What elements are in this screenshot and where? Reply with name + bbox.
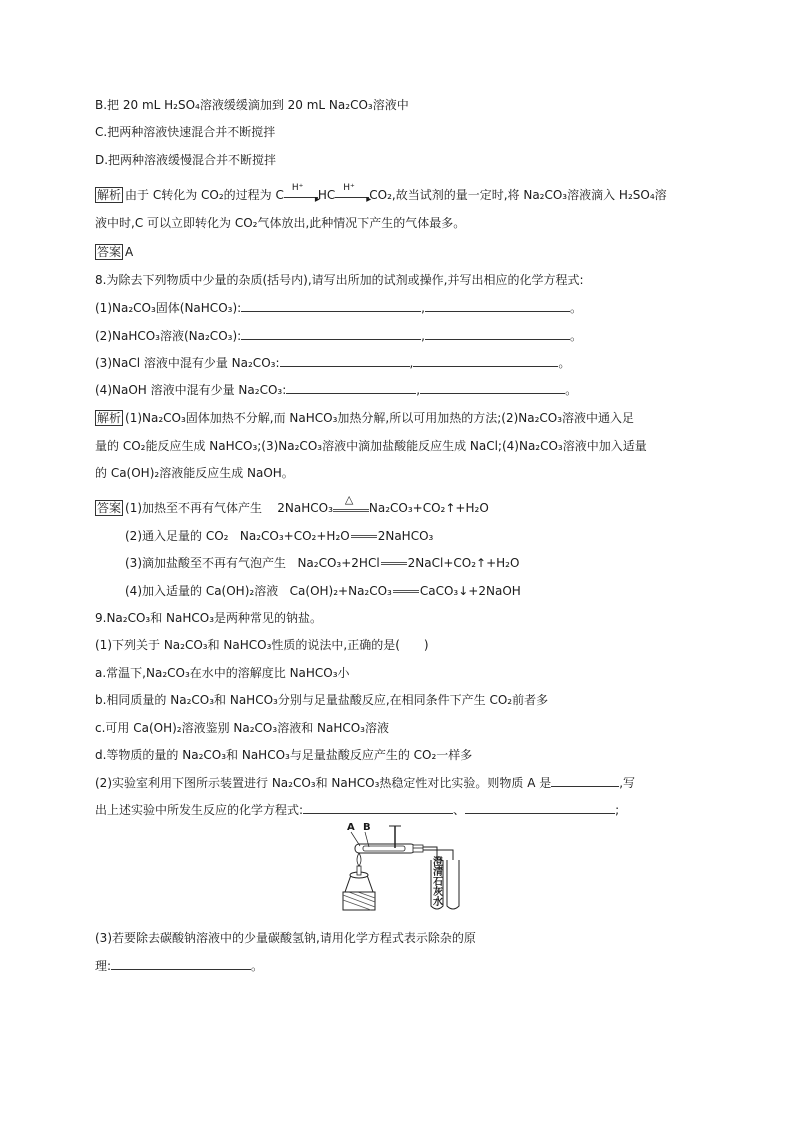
analysis-tag: 解析 (97, 411, 122, 425)
item-label: (3)NaCl 溶液中混有少量 Na₂CO₃: (95, 356, 280, 370)
answer-text: (2)通入足量的 CO₂ (125, 529, 229, 543)
label-char: 清 (433, 867, 443, 878)
equation-lhs: Na₂CO₃+2HCl (297, 556, 380, 570)
question-text: 出上述实验中所发生反应的化学方程式: (95, 803, 304, 817)
equals-sign (393, 590, 419, 593)
question-text: 理: (95, 959, 112, 973)
arrow-label: H⁺ (343, 183, 355, 193)
question-text: (2)实验室利用下图所示装置进行 Na₂CO₃和 NaHCO₃热稳定性对比实验。则物质 A 是 (95, 776, 552, 790)
q8-answer-2 (125, 528, 433, 544)
label-char: 澄 (433, 857, 443, 868)
separator: , (421, 301, 425, 315)
limewater-label (429, 858, 447, 908)
answer-blank[interactable] (425, 300, 570, 312)
apparatus-figure (333, 820, 473, 915)
answer-blank[interactable] (551, 775, 619, 787)
item-label: (2)NaHCO₃溶液(Na₂CO₃): (95, 329, 242, 343)
separator: 、 (453, 803, 466, 817)
apparatus-drawing (333, 820, 473, 915)
q8-analysis (95, 410, 634, 426)
answer-text: (1)加热至不再有气体产生 (125, 501, 263, 515)
period: 。 (251, 959, 264, 973)
q9-sub1: (1)下列关于 Na₂CO₃和 NaHCO₃性质的说法中,正确的是( ) (95, 638, 429, 652)
equation-rhs: 2NaHCO₃ (377, 529, 434, 543)
period: 。 (570, 301, 583, 315)
equation-rhs: CaCO₃↓+2NaOH (419, 584, 521, 598)
equation-rhs: Na₂CO₃+CO₂↑+H₂O (368, 501, 489, 515)
equation-rhs: 2NaCl+CO₂↑+H₂O (407, 556, 520, 570)
separator: , (421, 329, 425, 343)
period: 。 (565, 383, 578, 397)
q8-stem: 8.为除去下列物质中少量的杂质(括号内),请写出所加的试剂或操作,并写出相应的化学方程式: (95, 273, 584, 287)
analysis-tag: 解析 (97, 188, 122, 202)
reaction-arrow: H⁺ ▸ (335, 193, 369, 198)
label-char: 水 (433, 897, 443, 908)
equation-lhs: 2NaHCO₃ (277, 501, 333, 515)
heat-symbol: △ (344, 493, 354, 506)
answer-blank[interactable] (280, 355, 410, 367)
period: 。 (558, 356, 571, 370)
separator: ; (615, 803, 620, 817)
q9-option-a: a.常温下,Na₂CO₃在水中的溶解度比 NaHCO₃小 (95, 666, 350, 680)
arrow-label: H⁺ (291, 183, 304, 193)
q8-answer-1 (95, 493, 489, 516)
q8-answer-4 (125, 583, 521, 599)
item-label: (1)Na₂CO₃固体(NaHCO₃): (95, 301, 242, 315)
q7-option-c: C.把两种溶液快速混合并不断搅拌 (95, 125, 276, 139)
q8-answer-3 (125, 555, 519, 571)
label-a: A (347, 822, 355, 833)
item-label: (4)NaOH 溶液中混有少量 Na₂CO₃: (95, 383, 287, 397)
answer-text: (4)加入适量的 Ca(OH)₂溶液 (125, 584, 279, 598)
q8-analysis-line3: 的 Ca(OH)₂溶液能反应生成 NaOH。 (95, 466, 294, 480)
answer-blank[interactable] (286, 382, 416, 394)
q9-option-b: b.相同质量的 Na₂CO₃和 NaHCO₃分别与足量盐酸反应,在相同条件下产生 CO₂前者多 (95, 693, 549, 707)
q9-sub3-line2 (95, 958, 263, 974)
answer-blank[interactable] (420, 382, 565, 394)
q8-item-4 (95, 382, 577, 398)
label-char: 石 (433, 877, 443, 888)
q7-analysis (95, 183, 667, 205)
reaction-arrow: H⁺ ▸ (284, 193, 318, 198)
answer-value: A (125, 245, 134, 259)
q9-sub2-line1 (95, 775, 635, 791)
answer-tag: 答案 (97, 245, 122, 259)
equals-sign (351, 535, 377, 538)
q7-option-d: D.把两种溶液缓慢混合并不断搅拌 (95, 153, 277, 167)
q9-sub3-line1: (3)若要除去碳酸钠溶液中的少量碳酸氢钠,请用化学方程式表示除杂的原 (95, 931, 476, 945)
question-text: ,写 (619, 776, 636, 790)
heating-equals-sign (333, 493, 369, 512)
q9-stem: 9.Na₂CO₃和 NaHCO₃是两种常见的钠盐。 (95, 611, 323, 625)
separator: , (416, 383, 421, 397)
q9-option-d: d.等物质的量的 Na₂CO₃和 NaHCO₃与足量盐酸反应产生的 CO₂一样多 (95, 748, 473, 762)
answer-blank[interactable] (241, 328, 421, 340)
q8-item-1 (95, 300, 582, 316)
q9-option-c: c.可用 Ca(OH)₂溶液鉴别 Na₂CO₃溶液和 NaHCO₃溶液 (95, 721, 389, 735)
answer-blank[interactable] (425, 328, 570, 340)
q7-answer (95, 244, 133, 260)
answer-blank[interactable] (111, 958, 251, 970)
analysis-text-mid: HC (317, 188, 336, 202)
equation-lhs: Na₂CO₃+CO₂+H₂O (239, 529, 350, 543)
answer-tag: 答案 (97, 501, 122, 515)
answer-blank[interactable] (241, 300, 421, 312)
equals-sign (381, 562, 407, 565)
q9-sub2-line2 (95, 802, 619, 818)
q7-analysis-line2: 液中时,C 可以立即转化为 CO₂气体放出,此种情况下产生的气体最多。 (95, 216, 466, 230)
period: 。 (570, 329, 583, 343)
q8-item-3 (95, 355, 570, 371)
answer-blank[interactable] (303, 802, 453, 814)
q8-analysis-line2: 量的 CO₂能反应生成 NaHCO₃;(3)Na₂CO₃溶液中滴加盐酸能反应生成 NaCl;(4)Na₂CO₃溶液中加入适量 (95, 439, 647, 453)
q8-item-2 (95, 328, 582, 344)
answer-blank[interactable] (413, 355, 558, 367)
answer-text: (3)滴加盐酸至不再有气泡产生 (125, 556, 286, 570)
analysis-text-post: CO₂,故当试剂的量一定时,将 Na₂CO₃溶液滴入 H₂SO₄溶 (369, 188, 667, 202)
analysis-text-pre: 由于 C转化为 CO₂的过程为 C (125, 188, 284, 202)
equation-lhs: Ca(OH)₂+Na₂CO₃ (289, 584, 392, 598)
label-char: 灰 (433, 887, 443, 898)
separator: , (409, 356, 414, 370)
q7-option-b: B.把 20 mL H₂SO₄溶液缓缓滴加到 20 mL Na₂CO₃溶液中 (95, 98, 409, 112)
answer-blank[interactable] (465, 802, 615, 814)
analysis-text: (1)Na₂CO₃固体加热不分解,而 NaHCO₃加热分解,所以可用加热的方法;(2)Na₂CO₃溶液中通入足 (125, 411, 635, 425)
label-b: B (363, 822, 371, 833)
